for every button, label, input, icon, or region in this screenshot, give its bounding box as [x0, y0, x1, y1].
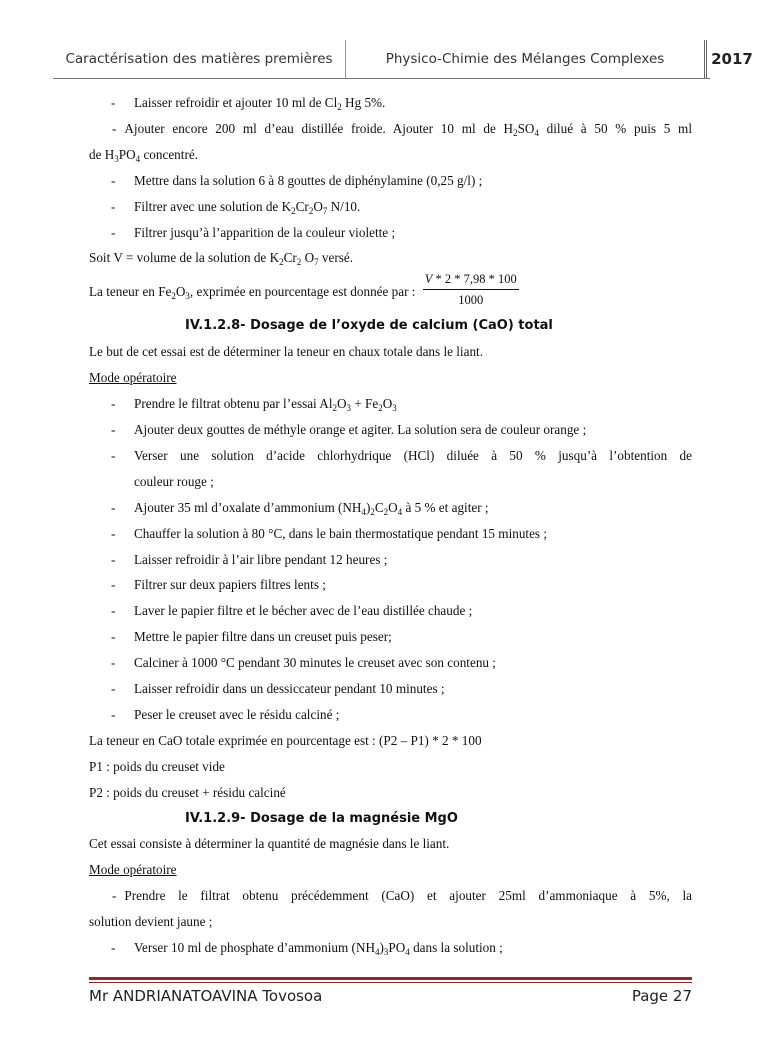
list-item: - Filtrer jusqu’à l’apparition de la couleur violette ; — [89, 220, 692, 246]
bullet-dash: - — [111, 655, 116, 671]
bullet-dash: - — [111, 577, 116, 593]
list-item: - Ajouter deux gouttes de méthyle orange et agiter. La solution sera de couleur orange ; — [89, 417, 692, 443]
footer-author: Mr ANDRIANATOAVINA Tovosoa — [89, 987, 323, 1005]
list-item: - Verser 10 ml de phosphate d’ammonium $(NH_4)_3PO_4$ dans la solution ; — [89, 935, 692, 961]
formula-line: La teneur en $Fe_2O_3$, exprimée en pourcentage est donnée par : $\frac{V * 2 * 7,98 * 100}{1000}$ — [89, 271, 692, 313]
paragraph-line: Le but de cet essai est de déterminer la teneur en chaux totale dans le liant. — [89, 344, 483, 360]
paragraph-line: Soit V = volume de la solution de $K_2Cr_2$ $O_7$ versé. — [89, 250, 354, 268]
list-item-continuation: couleur rouge ; — [134, 473, 214, 489]
list-item: - Calciner à 1000 °C pendant 30 minutes le creuset avec son contenu ; — [89, 650, 692, 676]
bullet-dash: - — [111, 940, 116, 956]
list-item: - Laisser refroidir dans un dessiccateur pendant 10 minutes ; — [89, 676, 692, 702]
fraction-formula — [423, 269, 519, 310]
list-item: - Ajouter encore 200 ml d’eau distillée froide. Ajouter 10 ml de $H_2SO_4$ dilué à 50 % puis 5 ml — [112, 120, 692, 138]
bullet-dash: - — [111, 224, 116, 240]
page-header — [53, 40, 753, 79]
list-item: - Prendre le filtrat obtenu précédemment (CaO) et ajouter 25ml d’ammoniaque à 5%, la — [112, 888, 692, 904]
bullet-dash: - — [112, 888, 117, 904]
bullet-dash: - — [111, 198, 116, 214]
bullet-dash: - — [111, 706, 116, 722]
header-year: 2017 — [711, 50, 753, 68]
page-body — [89, 90, 692, 961]
list-item: - Chauffer la solution à 80 °C, dans le bain thermostatique pendant 15 minutes ; — [89, 521, 692, 547]
list-item: - Ajouter 35 ml d’oxalate d’ammonium $(NH_4)_2C_2O_4$ à 5 % et agiter ; — [89, 495, 692, 521]
bullet-dash: - — [111, 421, 116, 437]
page-footer — [89, 987, 692, 1011]
list-item: - Peser le creuset avec le résidu calciné ; — [89, 702, 692, 728]
bullet-dash: - — [112, 120, 117, 136]
bullet-dash: - — [111, 629, 116, 645]
list-item: - Filtrer avec une solution de $K_2Cr_2O_7$ N/10. — [89, 194, 692, 220]
list-item: - Mettre dans la solution 6 à 8 gouttes de diphénylamine (0,25 g/l) ; — [89, 168, 692, 194]
page-number: Page 27 — [631, 987, 692, 1005]
paragraph-line: P1 : poids du creuset vide — [89, 758, 225, 774]
list-item: - Mettre le papier filtre dans un creuset puis peser; — [89, 624, 692, 650]
list-item: - Prendre le filtrat obtenu par l’essai $Al_2O_3 + Fe_2O_3$ — [89, 391, 692, 417]
header-left-title: Caractérisation des matières premières — [53, 40, 346, 78]
paragraph-line: La teneur en CaO totale exprimée en pourcentage est : (P2 – P1) * 2 * 100 — [89, 732, 482, 748]
paragraph-line: P2 : poids du creuset + résidu calciné — [89, 784, 286, 800]
bullet-dash: - — [111, 603, 116, 619]
bullet-dash: - — [111, 447, 116, 463]
list-item: - Laver le papier filtre et le bécher avec de l’eau distillée chaude ; — [89, 598, 692, 624]
subheading: Mode opératoire — [89, 862, 177, 878]
bullet-dash: - — [111, 396, 116, 412]
bullet-dash: - — [111, 95, 116, 110]
bullet-dash: - — [111, 172, 116, 188]
fraction-numerator: V * 2 * 7,98 * 100 — [423, 269, 519, 290]
bullet-dash: - — [111, 499, 116, 515]
list-item: - Laisser refroidir à l’air libre pendant 12 heures ; — [89, 547, 692, 573]
paragraph-line: solution devient jaune ; — [89, 914, 213, 930]
list-item: - Filtrer sur deux papiers filtres lents ; — [89, 572, 692, 598]
fraction-denominator: 1000 — [458, 292, 484, 307]
footer-rule-thick — [89, 977, 692, 980]
list-item: - Laisser refroidir et ajouter 10 ml de $Cl_2$ Hg 5%. — [89, 90, 692, 116]
header-middle-title: Physico-Chimie des Mélanges Complexes — [346, 40, 707, 78]
bullet-dash: - — [111, 551, 116, 567]
bullet-dash: - — [111, 525, 116, 541]
section-heading: IV.1.2.9- Dosage de la magnésie MgO — [185, 810, 458, 826]
paragraph-line: Cet essai consiste à déterminer la quantité de magnésie dans le liant. — [89, 836, 450, 852]
section-heading: IV.1.2.8- Dosage de l’oxyde de calcium (CaO) total — [185, 318, 553, 334]
footer-rule-thin — [89, 982, 692, 983]
subheading: Mode opératoire — [89, 370, 177, 386]
bullet-dash: - — [111, 681, 116, 697]
list-item: - Verser une solution d’acide chlorhydrique (HCl) diluée à 50 % jusqu’à l’obtention de — [89, 443, 692, 469]
paragraph-line: de $H_3PO_4$ concentré. — [89, 146, 198, 164]
